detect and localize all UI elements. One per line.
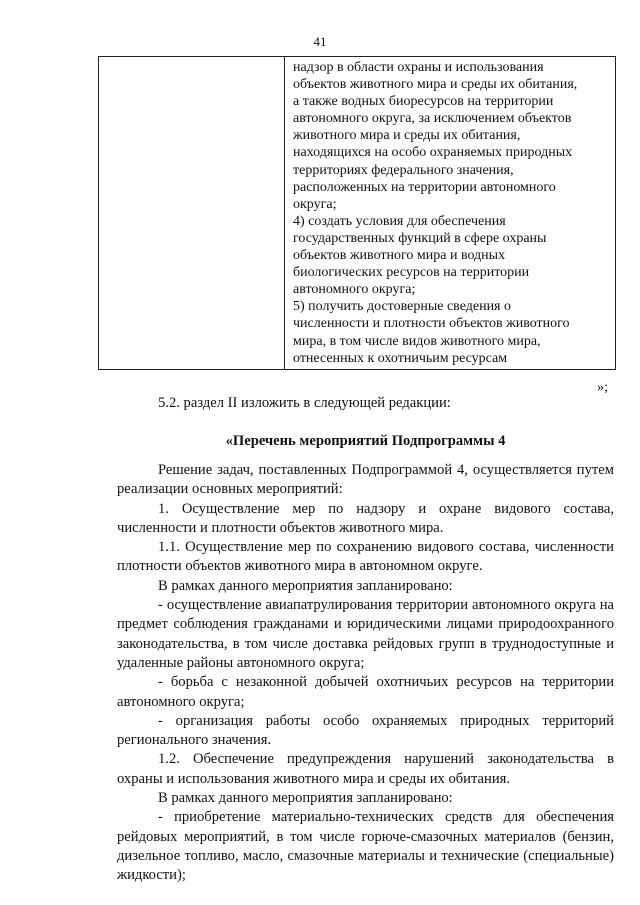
table-cell-line: отнесенных к охотничьим ресурсам (293, 350, 508, 366)
table-cell-line: 4) создать условия для обеспечения (293, 213, 506, 229)
closing-quote: »; (597, 380, 608, 395)
body-line: В рамках данного мероприятия запланировано: (158, 790, 453, 807)
body-line: дизельное топливо, масло, смазочные материалы и технические (специальные) (117, 847, 614, 864)
body-line: - приобретение материально-технических средств для обеспечения (158, 809, 614, 826)
body-line: - осуществление авиапатрулирования территории автономного округа на (158, 597, 614, 614)
section-intro-block (117, 394, 614, 413)
table-cell-line: территориях федерального значения, (293, 162, 514, 178)
table-cell-line: численности и плотности объектов животного (293, 316, 570, 332)
table-cell-line: 5) получить достоверные сведения о (293, 299, 511, 315)
body-line: 1. Осуществление мер по надзору и охране видового состава, (158, 500, 614, 517)
table-cell-line: объектов животного мира и водных (293, 248, 506, 264)
table-cell-line: биологических ресурсов на территории (293, 265, 530, 281)
table-cell-line: а также водных биоресурсов на территории (293, 94, 554, 110)
table-cell-line: расположенных на территории автономного (293, 179, 556, 195)
table-cell-line: находящихся на особо охраняемых природных (293, 145, 573, 161)
table-cell-line: мира, в том числе видов животного мира, (293, 333, 541, 349)
continuation-table (98, 56, 616, 370)
section-heading: «Перечень мероприятий Подпрограммы 4 (225, 433, 506, 449)
body-line: Решение задач, поставленных Подпрограммой 4, осуществляется путем (158, 462, 614, 478)
table-cell-text (293, 59, 611, 367)
body-line: численности и плотности объектов животного мира. (117, 519, 444, 536)
section-intro: 5.2. раздел II изложить в следующей редакции: (158, 395, 451, 411)
body-line: В рамках данного мероприятия запланировано: (158, 577, 453, 594)
body-line: плотности объектов животного мира в автономном округе. (117, 558, 483, 575)
table-cell-line: объектов животного мира и среды их обитания, (293, 77, 578, 93)
body-line: жидкости); (117, 867, 186, 884)
body-line: реализации основных мероприятий: (117, 481, 343, 498)
body-line: удаленные районы автономного округа; (117, 654, 365, 671)
body-line: рейдовых мероприятий, в том числе горюче-смазочных материалов (бензин, (117, 828, 614, 845)
page-number: 41 (313, 34, 327, 49)
body-line: регионального значения. (117, 732, 272, 749)
table-cell-line: надзор в области охраны и использования (293, 60, 544, 75)
body-line: - организация работы особо охраняемых природных территорий (158, 712, 614, 729)
body-line: - борьба с незаконной добычей охотничьих ресурсов на территории (158, 674, 614, 691)
body-paragraphs (117, 461, 614, 886)
table-cell-line: автономного округа; (293, 282, 416, 298)
table-cell-line: округа; (293, 196, 337, 212)
heading-block (117, 432, 614, 451)
body-line: автономного округа; (117, 693, 245, 710)
body-line: предмет соблюдения гражданами и юридическими лицами природоохранного (117, 616, 614, 633)
body-line: законодательства, в том числе доставка рейдовых групп в труднодоступные и (117, 635, 614, 652)
table-cell-line: животного мира и среды их обитания, (293, 128, 521, 144)
table-row (99, 57, 616, 370)
body-line: 1.1. Осуществление мер по сохранению видового состава, численности (158, 539, 614, 556)
table-cell-line: государственных функций в сфере охраны (293, 230, 547, 246)
body-line: 1.2. Обеспечение предупреждения нарушений законодательства в (158, 751, 614, 768)
table-cell-line: автономного округа, за исключением объектов (293, 111, 572, 127)
body-line: охраны и использования животного мира и среды их обитания. (117, 770, 511, 787)
table-cell-right (285, 57, 616, 370)
table-cell-left (99, 57, 285, 370)
